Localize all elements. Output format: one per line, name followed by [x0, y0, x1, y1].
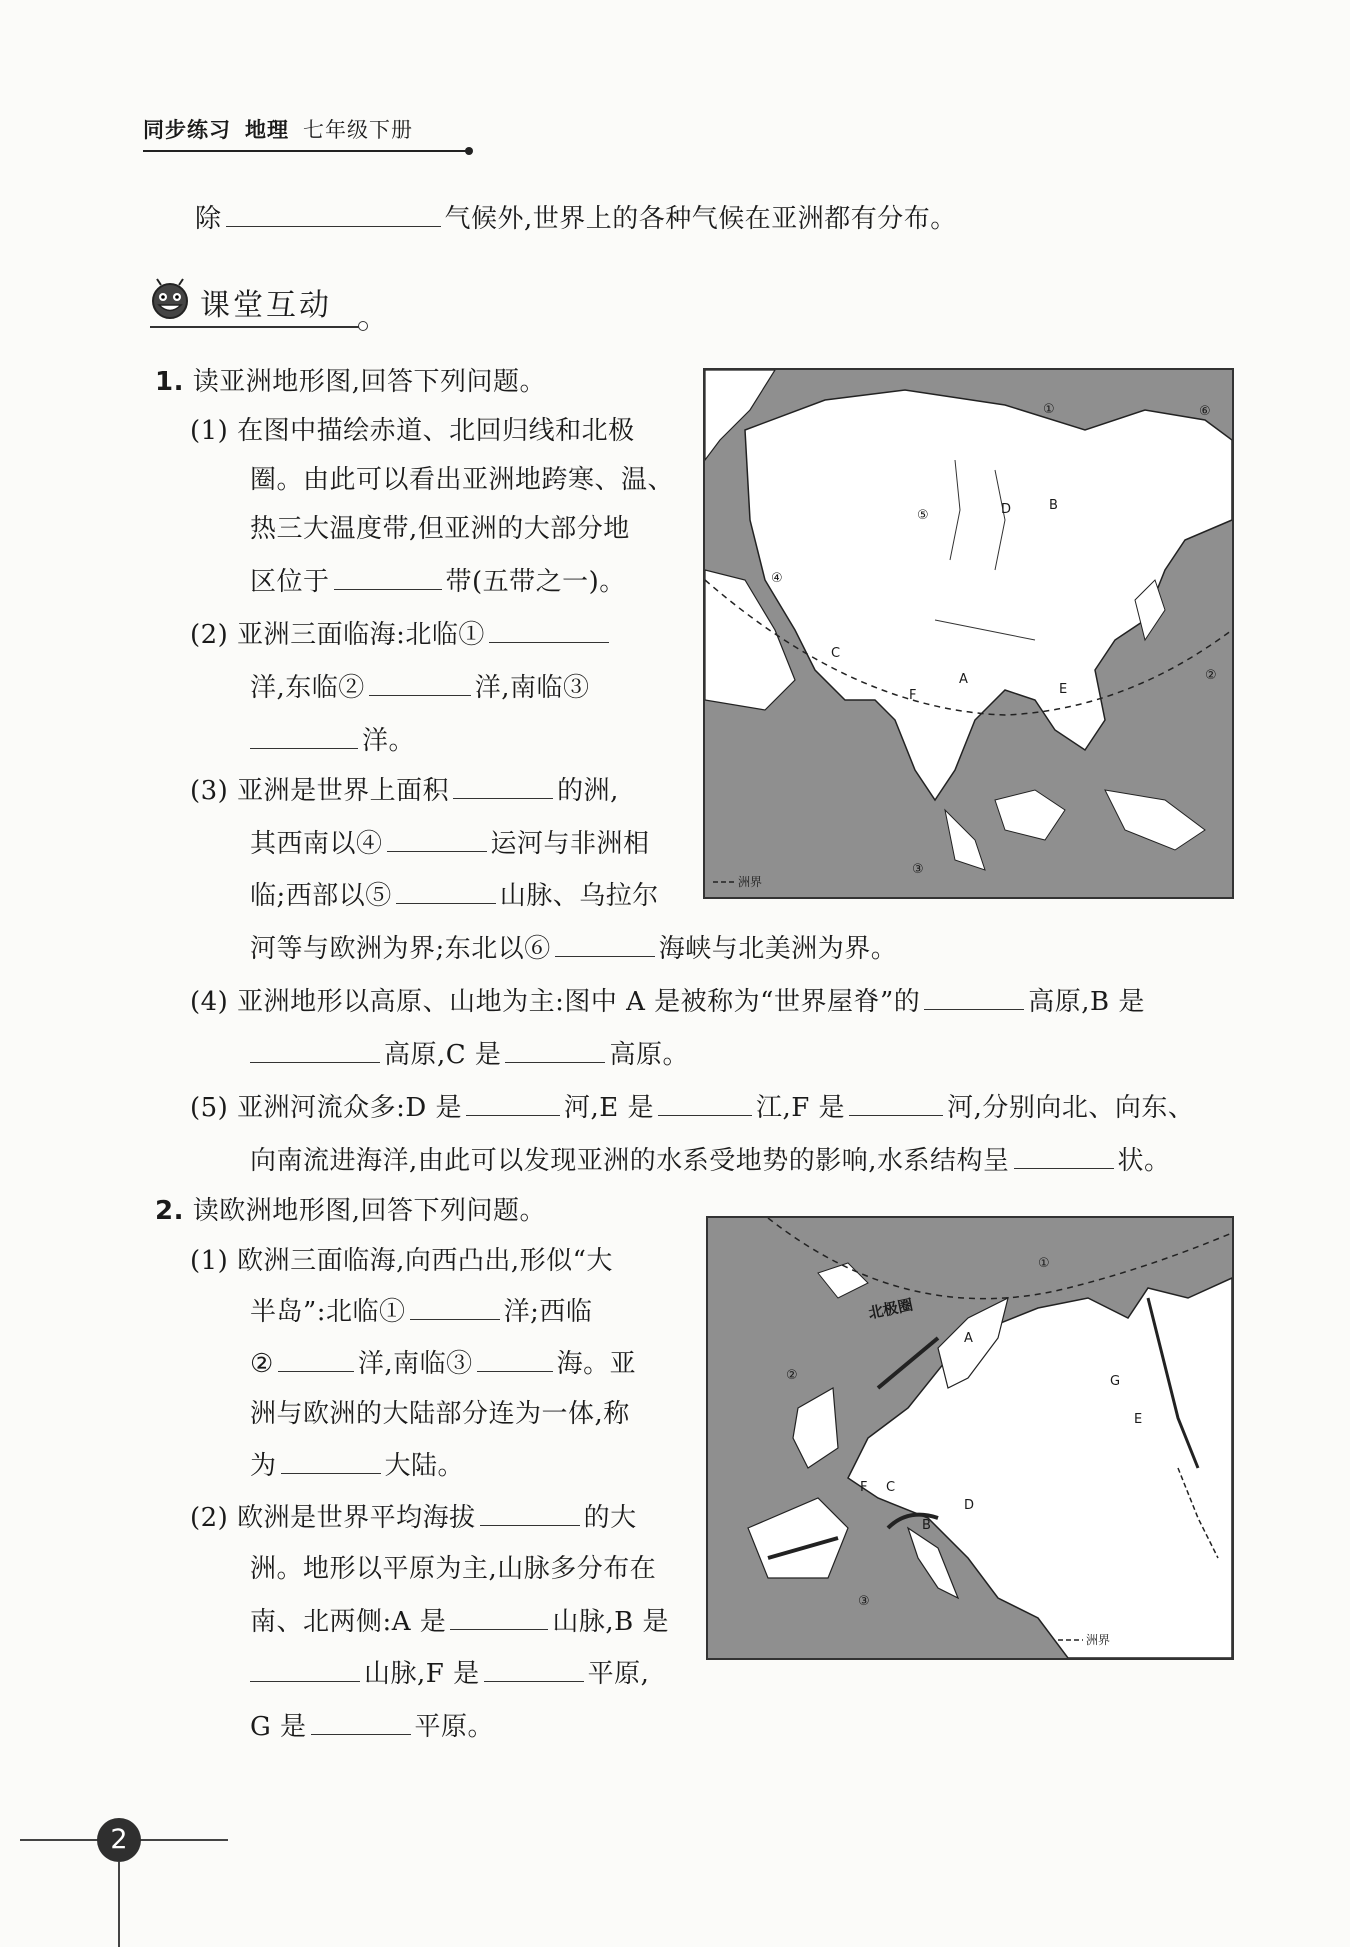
q1-p2-c: 洋。 [362, 726, 416, 756]
q2-p1-c2: 洋,南临③ [357, 1349, 473, 1379]
asia-label-2: ② [1205, 668, 1217, 683]
europe-legend-label: 洲界 [1086, 1633, 1111, 1647]
q1-p3-c2: 山脉、乌拉尔 [499, 881, 659, 911]
q1-p5-line-a [190, 1089, 1194, 1126]
q2-p2-a2: 的大 [583, 1503, 637, 1533]
q1-p3-line-c [250, 877, 659, 914]
header-subject: 地理 [245, 118, 289, 142]
q1-p1-d2: 带(五带之一)。 [445, 567, 626, 597]
asia-label-5: ⑤ [917, 508, 929, 523]
q1-p3-line-a [190, 772, 619, 809]
page-number: 2 [97, 1818, 141, 1862]
q2-p2-line-c [250, 1603, 669, 1640]
asia-label-f: F [909, 688, 917, 703]
europe-landmass [848, 1278, 1232, 1658]
q1-stem-text: 读亚洲地形图,回答下列问题。 [192, 367, 546, 397]
blank-q1-river-f[interactable] [849, 1089, 943, 1116]
q2-p1-line-a [190, 1243, 613, 1279]
q1-p3-a2: 的洲, [557, 776, 619, 806]
q1-p3-d1: 河等与欧洲为界;东北以⑥ [250, 934, 551, 964]
blank-q1-south-ocean[interactable] [250, 722, 358, 749]
q1-p5-a2: 河,E 是 [563, 1093, 654, 1123]
q2-p1-line-d [250, 1396, 630, 1432]
asia-label-a: A [959, 672, 968, 687]
europe-label-3: ③ [858, 1594, 870, 1609]
q1-p3-d2: 海峡与北美洲为界。 [658, 934, 898, 964]
q1-p3-c1: 临;西部以⑤ [250, 881, 392, 911]
blank-q1-river-e[interactable] [658, 1089, 752, 1116]
blank-q2-mountain-b[interactable] [250, 1655, 360, 1682]
q2-p1-c3: 海。亚 [556, 1349, 637, 1379]
blank-q1-east-ocean[interactable] [369, 669, 471, 696]
q1-p1-line-b [250, 462, 674, 498]
europe-label-b: B [922, 1518, 931, 1533]
section-rule-end [358, 321, 368, 331]
blank-q2-plain-f[interactable] [484, 1655, 584, 1682]
q1-stem [155, 364, 546, 400]
q1-p3-line-d [250, 930, 897, 967]
q1-p4-a1: (4) 亚洲地形以高原、山地为主:图中 A 是被称为“世界屋脊”的 [190, 987, 921, 1017]
blank-q1-strait[interactable] [555, 930, 655, 957]
q2-p1-d: 洲与欧洲的大陆部分连为一体,称 [250, 1399, 630, 1429]
q2-p2-e1: G 是 [250, 1712, 307, 1742]
blank-q1-area[interactable] [453, 772, 553, 799]
q1-p3-a1: (3) 亚洲是世界上面积 [190, 776, 450, 806]
running-header [143, 114, 473, 144]
smiley-mascot-icon [147, 276, 193, 322]
q1-p3-line-b [250, 825, 650, 862]
blank-q2-north-ocean[interactable] [410, 1293, 500, 1320]
asia-map-svg [705, 370, 1232, 897]
europe-label-f: F [860, 1480, 868, 1495]
q1-p2-a: (2) 亚洲三面临海:北临① [190, 620, 485, 650]
q1-p4-b1: 高原,C 是 [384, 1040, 502, 1070]
q1-p4-b2: 高原。 [609, 1040, 689, 1070]
q2-p1-b1: 半岛”:北临① [250, 1297, 406, 1327]
q2-p1-c1: ② [250, 1349, 274, 1379]
q1-p1-line-c [250, 511, 630, 547]
europe-label-c: C [886, 1480, 896, 1495]
blank-q1-mountains[interactable] [396, 877, 496, 904]
europe-label-2: ② [786, 1368, 798, 1383]
q1-p1-line-a [190, 413, 635, 449]
europe-topographic-map [706, 1216, 1234, 1660]
new-guinea-island [1105, 790, 1205, 850]
q2-p1-a: (1) 欧洲三面临海,向西凸出,形似“大 [190, 1246, 613, 1276]
blank-q1-river-d[interactable] [466, 1089, 560, 1116]
q2-stem-text: 读欧洲地形图,回答下列问题。 [192, 1196, 546, 1226]
blank-q2-plain-g[interactable] [311, 1708, 411, 1735]
blank-intro[interactable] [226, 200, 441, 227]
header-grade: 七年级下册 [303, 118, 413, 142]
q1-p5-a1: (5) 亚洲河流众多:D 是 [190, 1093, 462, 1123]
iceland [818, 1263, 868, 1298]
british-isles [793, 1388, 838, 1468]
header-rule-dot [465, 147, 473, 155]
asia-legend-label: 洲界 [738, 875, 763, 889]
sumatra-island [945, 810, 985, 870]
q1-p4-line-a [190, 983, 1145, 1020]
europe-label-e: E [1134, 1412, 1143, 1427]
q2-p1-e2: 大陆。 [384, 1451, 465, 1481]
asia-label-b: B [1049, 498, 1058, 513]
section-title: 课堂互动 [200, 288, 332, 323]
asia-label-6: ⑥ [1199, 404, 1211, 419]
blank-q1-plateau-c[interactable] [505, 1036, 605, 1063]
q2-p1-line-e [250, 1447, 464, 1484]
borneo-island [995, 790, 1065, 840]
q2-p2-c1: 南、北两侧:A 是 [250, 1607, 447, 1637]
blank-q2-continent[interactable] [281, 1447, 381, 1474]
q1-p1-d1: 区位于 [250, 567, 330, 597]
footer-rule-vertical [118, 1862, 120, 1947]
q1-p5-a3: 江,F 是 [755, 1093, 846, 1123]
asia-label-d: D [1001, 502, 1012, 517]
blank-q1-water-pattern[interactable] [1014, 1142, 1114, 1169]
q2-p2-d1: 山脉,F 是 [364, 1659, 480, 1689]
asia-label-4: ④ [771, 571, 783, 586]
europe-map-svg [708, 1218, 1232, 1658]
q2-p1-e1: 为 [250, 1451, 277, 1481]
q2-p1-line-c [250, 1345, 636, 1382]
q1-p2-b1: 洋,东临② [250, 673, 365, 703]
blank-q2-west-ocean[interactable] [278, 1345, 354, 1372]
intro-post: 气候外,世界上的各种气候在亚洲都有分布。 [444, 204, 957, 234]
q2-p2-line-d [250, 1655, 649, 1692]
europe-label-arctic-circle: 北极圈 [866, 1295, 915, 1323]
q2-p2-a1: (2) 欧洲是世界平均海拔 [190, 1503, 476, 1533]
q1-p4-line-b [250, 1036, 689, 1073]
blank-q1-plateau-a[interactable] [924, 983, 1024, 1010]
europe-label-1: ① [1038, 1256, 1050, 1271]
q2-number: 2. [155, 1196, 184, 1226]
q1-p2-line-a [190, 616, 613, 653]
q2-p2-line-e [250, 1708, 494, 1745]
section-rule [150, 326, 360, 328]
blank-q1-plateau-b[interactable] [250, 1036, 380, 1063]
europe-label-g: G [1110, 1374, 1121, 1389]
header-series: 同步练习 [143, 118, 231, 142]
q1-p2-line-c [250, 722, 415, 759]
header-rule [143, 150, 468, 152]
asia-label-e: E [1059, 682, 1068, 697]
q1-p5-line-b [250, 1142, 1171, 1179]
intro-pre: 除 [195, 204, 222, 234]
q2-p2-b: 洲。地形以平原为主,山脉多分布在 [250, 1554, 657, 1584]
q2-stem [155, 1193, 546, 1229]
asia-label-3: ③ [912, 862, 924, 877]
q1-p1-b: 圈。由此可以看出亚洲地跨寒、温、 [250, 465, 675, 495]
q1-p2-line-b [250, 669, 590, 706]
asia-label-1: ① [1043, 402, 1055, 417]
q1-p5-b1: 向南流进海洋,由此可以发现亚洲的水系受地势的影响,水系结构呈 [250, 1146, 1010, 1176]
q1-number: 1. [155, 367, 184, 397]
scandinavian-mountains [878, 1338, 938, 1388]
q1-p1-line-d [250, 563, 626, 600]
q1-p3-b2: 运河与非洲相 [490, 829, 650, 859]
q1-p1-a: (1) 在图中描绘赤道、北回归线和北极 [190, 416, 635, 446]
q2-p1-b2: 洋;西临 [503, 1297, 593, 1327]
q2-p2-d2: 平原, [587, 1659, 650, 1689]
blank-q2-elevation[interactable] [480, 1499, 580, 1526]
q1-p3-b1: 其西南以④ [250, 829, 383, 859]
q2-p2-e2: 平原。 [414, 1712, 495, 1742]
q2-p2-c2: 山脉,B 是 [552, 1607, 669, 1637]
europe-label-d: D [964, 1498, 975, 1513]
asia-topographic-map [703, 368, 1234, 899]
q2-p1-line-b [250, 1293, 592, 1330]
q1-p1-c: 热三大温度带,但亚洲的大部分地 [250, 514, 630, 544]
blank-q1-north-ocean[interactable] [489, 616, 609, 643]
q2-p2-line-a [190, 1499, 637, 1536]
q1-p5-a4: 河,分别向北、向东、 [947, 1093, 1195, 1123]
q1-p5-b2: 状。 [1117, 1146, 1171, 1176]
intro-line [195, 200, 957, 237]
blank-q2-south-sea[interactable] [477, 1345, 553, 1372]
q1-p2-b2: 洋,南临③ [474, 673, 590, 703]
q2-p2-line-b [250, 1551, 656, 1587]
asia-label-c: C [831, 646, 841, 661]
blank-q2-mountain-a[interactable] [450, 1603, 548, 1630]
europe-label-a: A [964, 1331, 973, 1346]
blank-q1-canal[interactable] [387, 825, 487, 852]
q1-p4-a2: 高原,B 是 [1028, 987, 1145, 1017]
blank-q1-temperature-zone[interactable] [334, 563, 442, 590]
